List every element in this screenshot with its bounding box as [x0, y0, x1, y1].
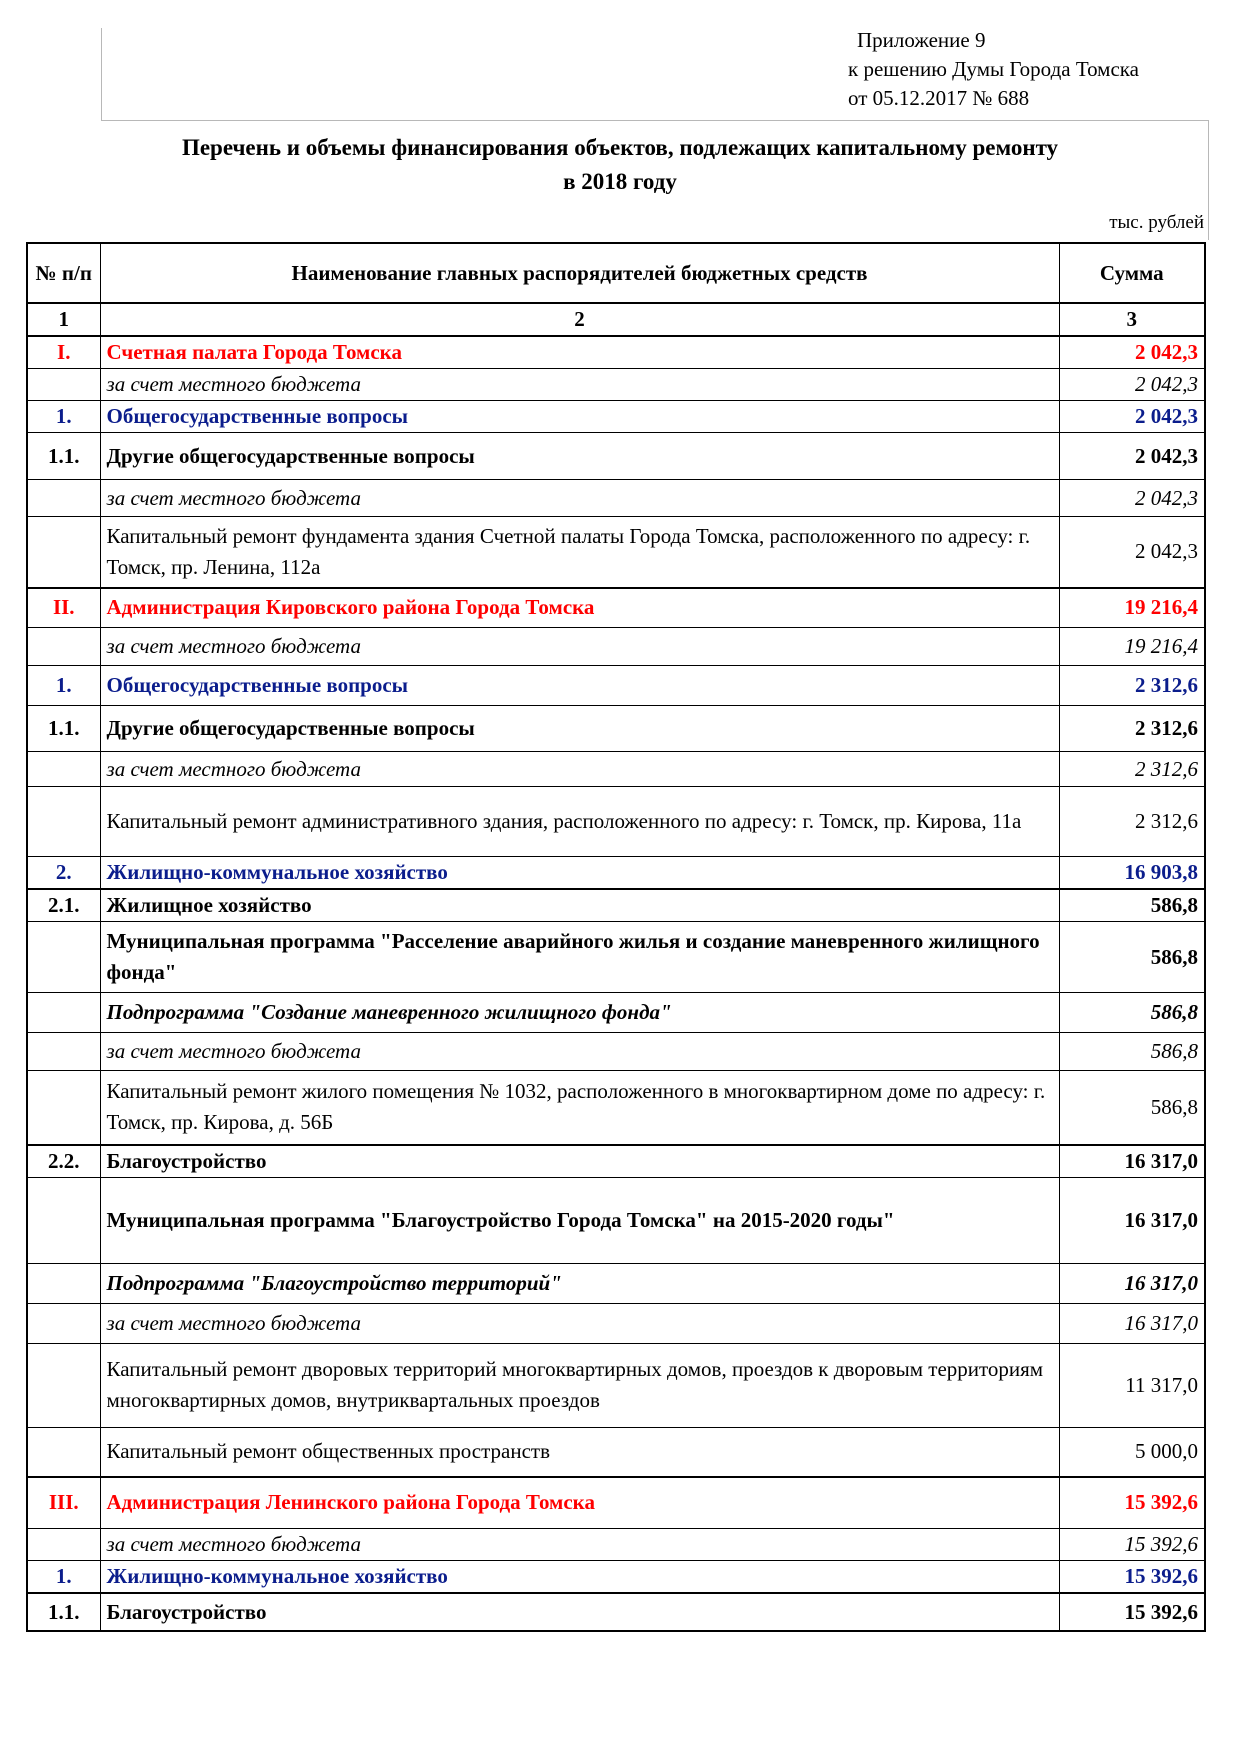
table-row — [27, 1560, 1205, 1593]
row-sum: 2 312,6 — [1059, 787, 1205, 857]
header-name: Наименование главных распорядителей бюджетных средств — [100, 243, 1059, 303]
appendix-decision: к решению Думы Города Томска — [848, 57, 1139, 81]
row-sum: 16 317,0 — [1059, 1303, 1205, 1343]
units-label: тыс. рублей — [1109, 212, 1204, 233]
row-name: Подпрограмма "Благоустройство территорий" — [100, 1263, 1059, 1303]
table-row — [27, 1427, 1205, 1477]
table-row — [27, 1343, 1205, 1427]
table-row — [27, 857, 1205, 890]
row-num — [27, 369, 100, 401]
row-sum: 16 903,8 — [1059, 857, 1205, 890]
row-num: 2.1. — [27, 889, 100, 922]
table-row — [27, 369, 1205, 401]
table-row — [27, 706, 1205, 752]
row-name: Жилищное хозяйство — [100, 889, 1059, 922]
row-sum: 19 216,4 — [1059, 588, 1205, 628]
row-name: Другие общегосударственные вопросы — [100, 706, 1059, 752]
row-name: Капитальный ремонт административного здания, расположенного по адресу: г. Томск, пр. Кирова, 11а — [100, 787, 1059, 857]
row-name: Жилищно-коммунальное хозяйство — [100, 1560, 1059, 1593]
row-name: Общегосударственные вопросы — [100, 666, 1059, 706]
table-row — [27, 1145, 1205, 1178]
row-name: за счет местного бюджета — [100, 628, 1059, 666]
row-name: за счет местного бюджета — [100, 1303, 1059, 1343]
row-sum: 15 392,6 — [1059, 1477, 1205, 1528]
row-num — [27, 1177, 100, 1263]
table-row — [27, 1263, 1205, 1303]
row-sum: 15 392,6 — [1059, 1528, 1205, 1560]
row-sum: 2 312,6 — [1059, 666, 1205, 706]
colnum-1: 1 — [27, 303, 100, 336]
document-title-line2: в 2018 году — [563, 169, 677, 194]
row-name: Администрация Ленинского района Города Томска — [100, 1477, 1059, 1528]
table-header-row — [27, 243, 1205, 303]
row-sum: 586,8 — [1059, 1033, 1205, 1071]
row-num: I. — [27, 336, 100, 369]
table-row — [27, 517, 1205, 588]
row-num — [27, 922, 100, 993]
table-row — [27, 1528, 1205, 1560]
row-sum: 15 392,6 — [1059, 1560, 1205, 1593]
row-num: II. — [27, 588, 100, 628]
row-sum: 586,8 — [1059, 889, 1205, 922]
row-sum: 2 042,3 — [1059, 433, 1205, 480]
row-num — [27, 752, 100, 787]
row-name: Муниципальная программа "Расселение аварийного жилья и создание маневренного жилищного фонда" — [100, 922, 1059, 993]
frame-left-line — [101, 28, 102, 120]
row-num — [27, 1303, 100, 1343]
table-row — [27, 1033, 1205, 1071]
row-num: 1.1. — [27, 706, 100, 752]
row-name: Капитальный ремонт фундамента здания Счетной палаты Города Томска, расположенного по адресу: г. Томск, пр. Ленина, 112а — [100, 517, 1059, 588]
row-sum: 2 042,3 — [1059, 369, 1205, 401]
row-num: 2.2. — [27, 1145, 100, 1178]
row-sum: 2 042,3 — [1059, 336, 1205, 369]
row-name: за счет местного бюджета — [100, 752, 1059, 787]
document-title-line1: Перечень и объемы финансирования объектов, подлежащих капитальному ремонту — [181, 135, 1059, 160]
row-num: 1. — [27, 401, 100, 433]
row-num: 1.1. — [27, 433, 100, 480]
header-sum: Сумма — [1059, 243, 1205, 303]
table-row — [27, 1071, 1205, 1145]
row-name: Подпрограмма "Создание маневренного жилищного фонда" — [100, 993, 1059, 1033]
row-num: 2. — [27, 857, 100, 890]
row-name: Общегосударственные вопросы — [100, 401, 1059, 433]
row-num — [27, 787, 100, 857]
row-num: 1.1. — [27, 1593, 100, 1631]
row-name: Капитальный ремонт дворовых территорий многоквартирных домов, проездов к дворовым территориям многоквартирных домов, внутриквартальных проездов — [100, 1343, 1059, 1427]
row-sum: 2 042,3 — [1059, 517, 1205, 588]
table-row — [27, 889, 1205, 922]
row-num — [27, 993, 100, 1033]
frame-top-line — [101, 120, 1209, 121]
table-row — [27, 1593, 1205, 1631]
table-row — [27, 336, 1205, 369]
row-name: Благоустройство — [100, 1593, 1059, 1631]
row-sum: 586,8 — [1059, 1071, 1205, 1145]
column-number-row — [27, 303, 1205, 336]
row-sum: 16 317,0 — [1059, 1177, 1205, 1263]
table-row — [27, 752, 1205, 787]
table-row — [27, 433, 1205, 480]
header-num: № п/п — [27, 243, 100, 303]
row-num — [27, 628, 100, 666]
row-name: Администрация Кировского района Города Томска — [100, 588, 1059, 628]
appendix-number: Приложение 9 — [857, 28, 986, 52]
row-name: за счет местного бюджета — [100, 369, 1059, 401]
row-sum: 19 216,4 — [1059, 628, 1205, 666]
appendix-block — [848, 26, 1139, 113]
row-sum: 11 317,0 — [1059, 1343, 1205, 1427]
row-name: Счетная палата Города Томска — [100, 336, 1059, 369]
row-sum: 2 042,3 — [1059, 401, 1205, 433]
row-name: Жилищно-коммунальное хозяйство — [100, 857, 1059, 890]
row-name: Капитальный ремонт жилого помещения № 1032, расположенного в многоквартирном доме по адресу: г. Томск, пр. Кирова, д. 56Б — [100, 1071, 1059, 1145]
row-name: Благоустройство — [100, 1145, 1059, 1178]
appendix-date: от 05.12.2017 № 688 — [848, 86, 1030, 110]
table-row — [27, 480, 1205, 517]
table-row — [27, 787, 1205, 857]
colnum-3: 3 — [1059, 303, 1205, 336]
row-sum: 15 392,6 — [1059, 1593, 1205, 1631]
row-name: Другие общегосударственные вопросы — [100, 433, 1059, 480]
table-row — [27, 922, 1205, 993]
row-name: за счет местного бюджета — [100, 1528, 1059, 1560]
row-num — [27, 1427, 100, 1477]
row-num: 1. — [27, 666, 100, 706]
row-sum: 5 000,0 — [1059, 1427, 1205, 1477]
row-num: 1. — [27, 1560, 100, 1593]
row-num — [27, 1528, 100, 1560]
row-sum: 2 312,6 — [1059, 706, 1205, 752]
financing-table — [26, 242, 1206, 1632]
table-row — [27, 1477, 1205, 1528]
row-sum: 2 312,6 — [1059, 752, 1205, 787]
row-name: Капитальный ремонт общественных пространств — [100, 1427, 1059, 1477]
frame-right-line — [1208, 120, 1209, 240]
row-sum: 586,8 — [1059, 993, 1205, 1033]
table-row — [27, 588, 1205, 628]
table-row — [27, 1177, 1205, 1263]
table-row — [27, 1303, 1205, 1343]
row-num — [27, 1071, 100, 1145]
row-name: Муниципальная программа "Благоустройство Города Томска" на 2015-2020 годы" — [100, 1177, 1059, 1263]
table-row — [27, 628, 1205, 666]
row-name: за счет местного бюджета — [100, 480, 1059, 517]
table-row — [27, 993, 1205, 1033]
row-sum: 586,8 — [1059, 922, 1205, 993]
row-num — [27, 480, 100, 517]
row-num — [27, 1263, 100, 1303]
row-sum: 16 317,0 — [1059, 1145, 1205, 1178]
row-num — [27, 1343, 100, 1427]
row-sum: 16 317,0 — [1059, 1263, 1205, 1303]
row-sum: 2 042,3 — [1059, 480, 1205, 517]
row-num — [27, 517, 100, 588]
document-title — [60, 131, 1180, 199]
row-num — [27, 1033, 100, 1071]
row-num: III. — [27, 1477, 100, 1528]
table-row — [27, 666, 1205, 706]
colnum-2: 2 — [100, 303, 1059, 336]
table-row — [27, 401, 1205, 433]
row-name: за счет местного бюджета — [100, 1033, 1059, 1071]
